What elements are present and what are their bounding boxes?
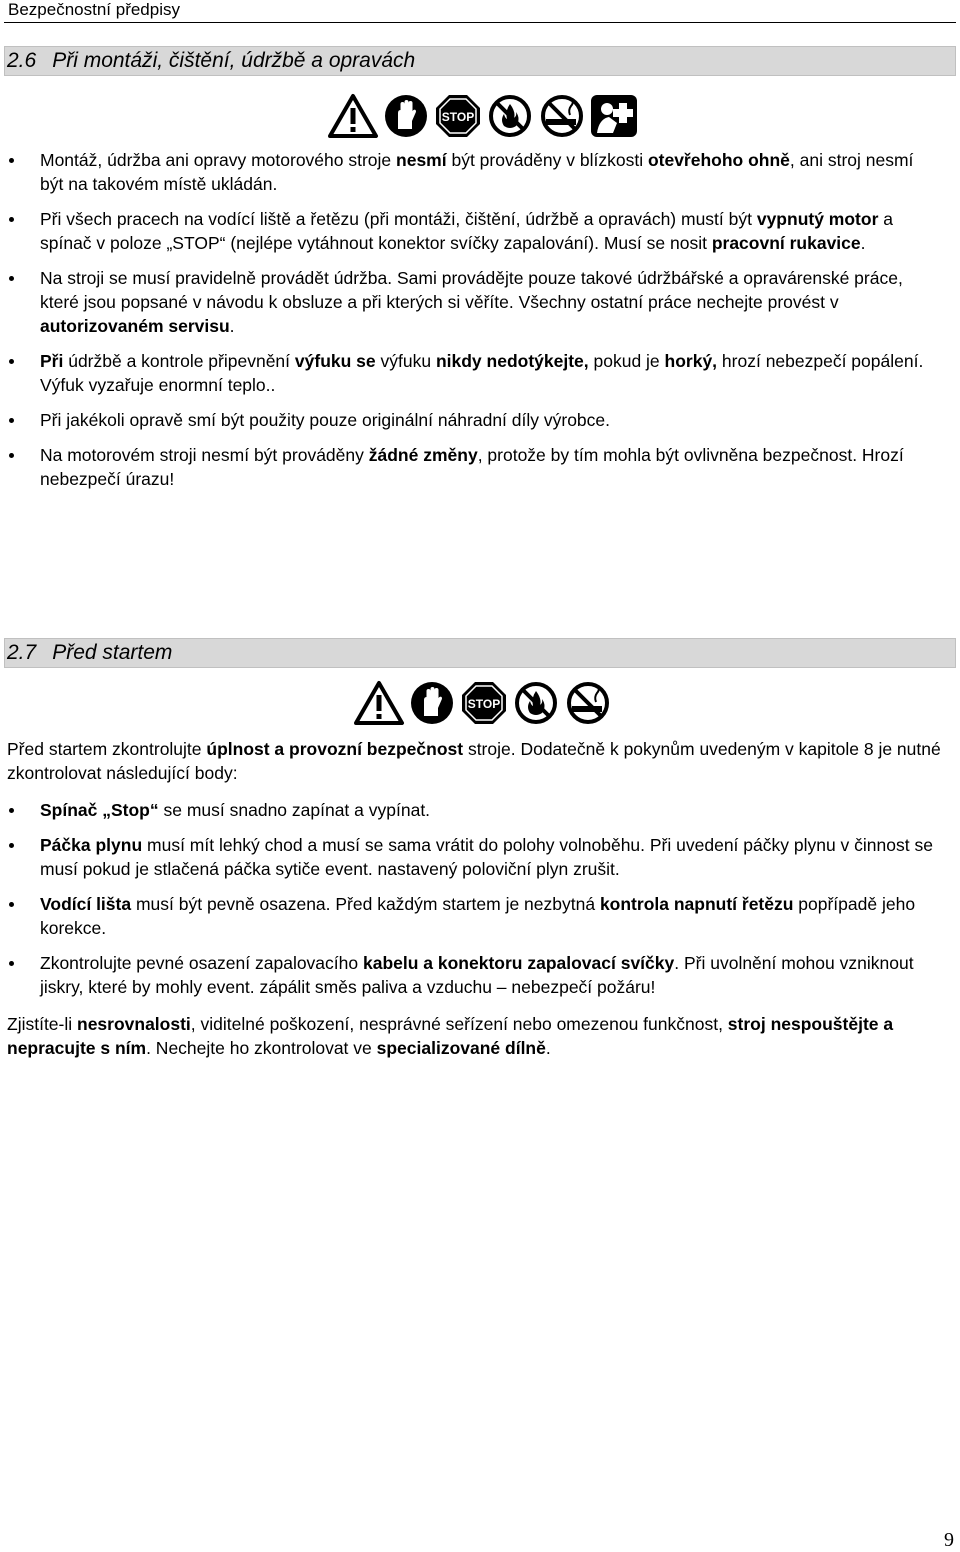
text: Na motorovém stroji nesmí být prováděny	[40, 445, 369, 465]
no-smoking-icon	[537, 93, 587, 139]
running-header: Bezpečnostní předpisy	[8, 0, 180, 19]
bold-text: Spínač „Stop“	[40, 800, 159, 820]
warning-triangle-icon	[353, 680, 405, 726]
bullet-item	[0, 266, 940, 338]
bold-text: stroj nespouštějte a nepracujte s ním	[7, 1014, 894, 1058]
closing-paragraph	[7, 1012, 957, 1060]
text: být prováděny v blízkosti	[446, 150, 648, 170]
text: Montáž, údržba ani opravy motorového stroje	[40, 150, 397, 170]
text: Při všech pracech na vodící liště a řetězu (při montáži, čištění, údržbě a opravách) mustí být	[40, 209, 757, 229]
text: . Při uvolnění mohou vzniknout jiskry, které by mohly event. zápálit směs paliva a vzduchu – nebezpečí požáru!	[40, 953, 914, 997]
bullet-item	[0, 349, 940, 397]
bullet-item	[0, 408, 940, 432]
no-open-flame-icon	[485, 93, 535, 139]
intro-paragraph	[7, 737, 957, 785]
text: Před startem zkontrolujte	[7, 739, 207, 759]
bold-text: horký,	[664, 351, 718, 371]
page-number: 9	[944, 1529, 954, 1551]
section-2-6-bullets	[0, 148, 940, 502]
stop-sign-icon	[433, 93, 483, 139]
bullet-item	[0, 951, 940, 999]
text: . Nechejte ho zkontrolovat ve	[146, 1038, 377, 1058]
bold-text: Při	[40, 351, 64, 371]
section-title: Při montáži, čištění, údržbě a opravách	[52, 49, 416, 72]
text: se musí snadno zapínat a vypínat.	[158, 800, 431, 820]
bold-text: otevřehoho ohně	[647, 150, 790, 170]
text: a spínač v poloze „STOP“ (nejlépe vytáhnout konektor svíčky zapalování). Musí se nosit	[40, 209, 893, 253]
text: .	[545, 1038, 551, 1058]
text: Zkontrolujte pevné osazení zapalovacího	[40, 953, 363, 973]
safety-icons-row	[353, 680, 613, 726]
section-2-7-bullets	[0, 798, 940, 1010]
stop-sign-icon	[459, 680, 509, 726]
text: Při jakékoli opravě smí být použity pouze originální náhradní díly výrobce.	[40, 410, 611, 430]
gloves-icon	[381, 93, 431, 139]
bold-text: Páčka plynu	[40, 835, 143, 855]
bullet-item	[0, 207, 940, 255]
text: .	[229, 316, 235, 336]
text: , protože by tím mohla být ovlivněna bezpečnost. Hrozí nebezpečí úrazu!	[40, 445, 904, 489]
text: , viditelné poškození, nesprávné seřízení nebo omezenou funkčnost,	[190, 1014, 728, 1034]
bold-text: výfuku se	[294, 351, 376, 371]
bold-text: vypnutý motor	[756, 209, 879, 229]
text: musí mít lehký chod a musí se sama vrátit do polohy volnoběhu. Při uvedení páčky plynu v činnost se musí pokud je stlačená páčka sytiče event. nastavený poloviční plyn zrušit.	[40, 835, 933, 879]
text: hrozí nebezpečí popálení. Výfuk vyzařuje enormní teplo..	[40, 351, 924, 395]
bullet-item	[0, 443, 940, 491]
svg-text:STOP: STOP	[467, 697, 501, 711]
text: Na stroji se musí pravidelně provádět údržba. Sami provádějte pouze takové údržbářské a opravárenské práce, které jsou popsané v návodu k obsluze a při kterých si věříte. Všechny ostatní práce nechejte provést v	[40, 268, 903, 312]
no-open-flame-icon	[511, 680, 561, 726]
bold-text: kabelu a konektoru zapalovací svíčky	[362, 953, 675, 973]
header-rule	[4, 22, 956, 23]
text: popřípadě jeho korekce.	[40, 894, 916, 938]
text: musí být pevně osazena. Před každým startem je nezbytná	[131, 894, 600, 914]
bold-text: žádné změny	[368, 445, 478, 465]
bold-text: specializované dílně	[376, 1038, 546, 1058]
section-heading-2-6	[4, 46, 956, 76]
text: údržbě a kontrole připevnění	[63, 351, 295, 371]
text: .	[860, 233, 866, 253]
bullet-item	[0, 148, 940, 196]
text: Zjistíte-li	[7, 1014, 77, 1034]
text: výfuku	[375, 351, 436, 371]
warning-triangle-icon	[327, 93, 379, 139]
bold-text: nesrovnalosti	[77, 1014, 191, 1034]
section-number: 2.7	[7, 641, 37, 664]
bold-text: Vodící lišta	[40, 894, 132, 914]
svg-text:STOP: STOP	[441, 110, 475, 124]
bold-text: úplnost a provozní bezpečnost	[206, 739, 464, 759]
bullet-item	[0, 833, 940, 881]
safety-icons-row	[327, 93, 639, 139]
text: pokud je	[588, 351, 665, 371]
text: stroje. Dodatečně k pokynům uvedeným v kapitole 8 je nutné zkontrolovat následující body:	[7, 739, 941, 783]
bullet-item	[0, 798, 940, 822]
bold-text: autorizovaném servisu	[40, 316, 230, 336]
bold-text: kontrola napnutí řetězu	[599, 894, 794, 914]
gloves-icon	[407, 680, 457, 726]
no-smoking-icon	[563, 680, 613, 726]
section-heading-2-7	[4, 638, 956, 668]
text: , ani stroj nesmí být na takovém místě ukládán.	[40, 150, 914, 194]
bold-text: pracovní rukavice	[711, 233, 861, 253]
section-title: Před startem	[52, 641, 173, 664]
section-number: 2.6	[7, 49, 37, 72]
bold-text: nesmí	[396, 150, 447, 170]
bold-text: nikdy nedotýkejte,	[435, 351, 589, 371]
first-aid-icon	[589, 93, 639, 139]
bullet-item	[0, 892, 940, 940]
